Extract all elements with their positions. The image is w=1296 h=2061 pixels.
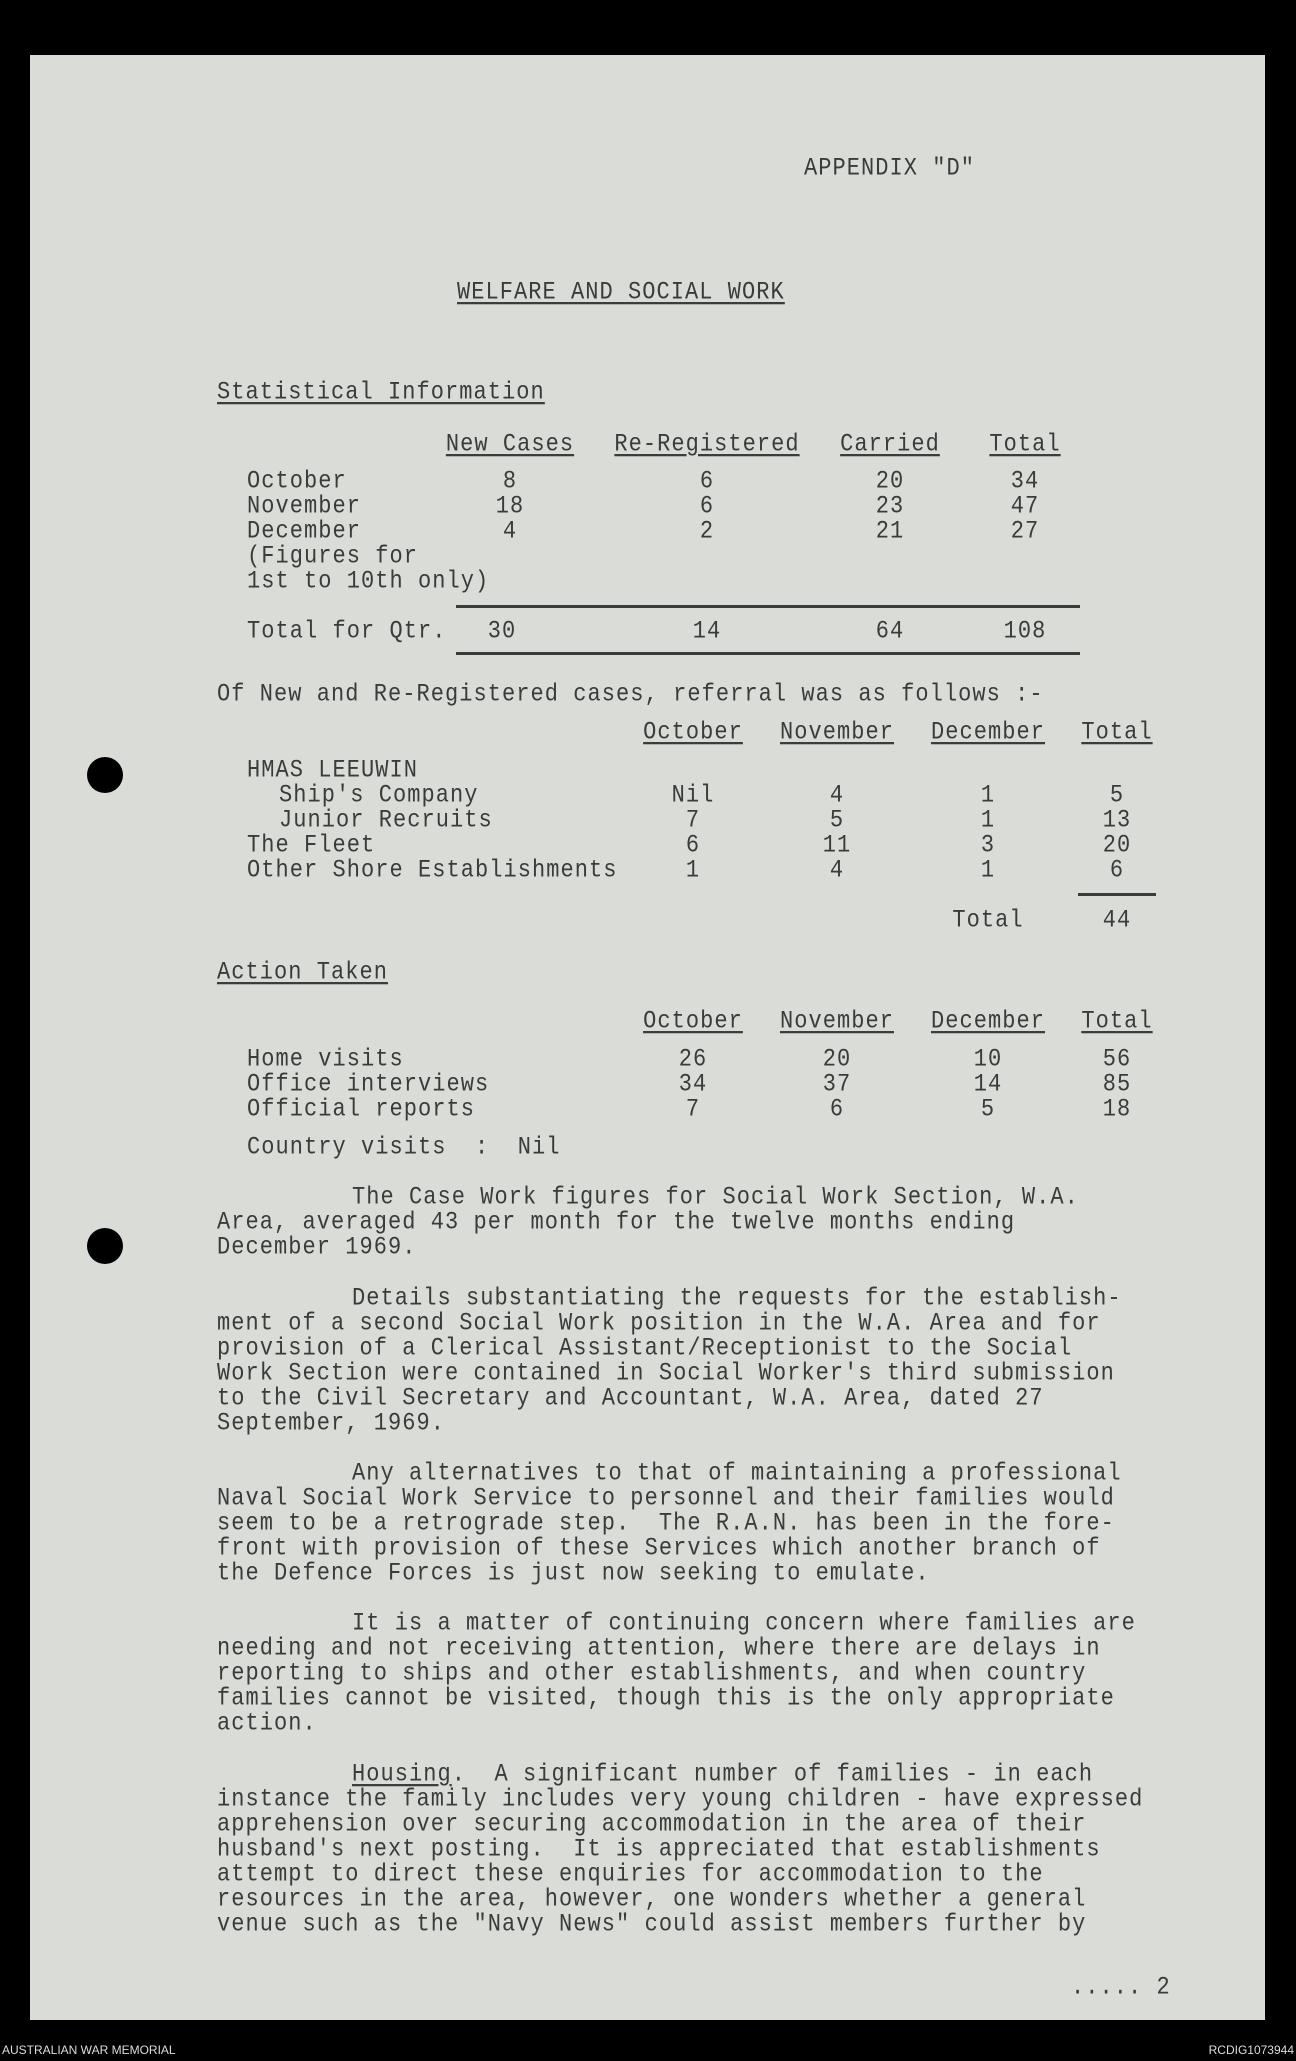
total-value: 44 [1102, 906, 1132, 935]
paragraph-line: Any alternatives to that of maintaining a professional [352, 1459, 1122, 1488]
table-cell: 20 [822, 1045, 852, 1074]
total-cell: 30 [487, 617, 517, 646]
paragraph-line: Details substantiating the requests for the establish- [352, 1284, 1122, 1313]
table-cell: 7 [685, 806, 701, 835]
table-cell: 6 [1109, 856, 1125, 885]
row-label: Office interviews [247, 1070, 490, 1099]
table-cell: 4 [829, 856, 845, 885]
table-cell: 7 [685, 1095, 701, 1124]
table-cell: 10 [973, 1045, 1003, 1074]
paragraph-line: attempt to direct these enquiries for accommodation to the [217, 1860, 1044, 1889]
footer-left: AUSTRALIAN WAR MEMORIAL [2, 2043, 176, 2057]
row-label: Other Shore Establishments [247, 856, 618, 885]
paragraph-line: December 1969. [217, 1233, 417, 1262]
punch-hole [87, 1228, 123, 1264]
table-cell: 14 [973, 1070, 1003, 1099]
column-header: Total [1081, 718, 1153, 747]
table-cell: 85 [1102, 1070, 1132, 1099]
table-cell: 20 [1102, 831, 1132, 860]
total-cell: 64 [875, 617, 905, 646]
table-cell: 4 [502, 517, 518, 546]
paragraph-line: ment of a second Social Work position in the W.A. Area and for [217, 1309, 1101, 1338]
housing-first-line [352, 1761, 1093, 1789]
paragraph-line: husband's next posting. It is appreciated that establishments [217, 1835, 1101, 1864]
table-cell: 8 [502, 467, 518, 496]
column-header: October [643, 1007, 743, 1036]
paragraph-line: September, 1969. [217, 1409, 446, 1438]
punch-hole [87, 757, 123, 793]
table-cell: 1 [685, 856, 701, 885]
column-header: Total [989, 430, 1061, 459]
table-cell: 13 [1102, 806, 1132, 835]
referral-intro: Of New and Re-Registered cases, referral was as follows :- [217, 680, 1044, 709]
paragraph-line: families cannot be visited, though this is the only appropriate [217, 1684, 1115, 1713]
row-label: Home visits [247, 1045, 404, 1074]
paragraph-line: venue such as the "Navy News" could assist members further by [217, 1910, 1087, 1939]
note-line: (Figures for [247, 542, 419, 571]
table-cell: 18 [495, 492, 525, 521]
column-header: December [930, 1007, 1046, 1036]
row-label: Junior Recruits [279, 806, 493, 835]
paragraph-line: needing and not receiving attention, where there are delays in [217, 1634, 1101, 1663]
table-cell: 1 [980, 806, 996, 835]
paragraph-line: to the Civil Secretary and Accountant, W.A. Area, dated 27 [217, 1384, 1044, 1413]
table-cell: 1 [980, 781, 996, 810]
column-header: Carried [840, 430, 940, 459]
divider [456, 605, 1080, 608]
table-cell: 27 [1010, 517, 1040, 546]
paragraph-line: provision of a Clerical Assistant/Receptionist to the Social [217, 1334, 1073, 1363]
country-visits: Country visits : Nil [247, 1133, 561, 1162]
column-header: October [643, 718, 743, 747]
table-cell: 26 [678, 1045, 708, 1074]
paragraph-line: reporting to ships and other establishments, and when country [217, 1659, 1087, 1688]
row-label: November [247, 492, 362, 521]
paragraph-line: It is a matter of continuing concern where families are [352, 1609, 1136, 1638]
divider [1078, 893, 1156, 896]
divider [456, 652, 1080, 655]
table-cell: 3 [980, 831, 996, 860]
row-label: The Fleet [247, 831, 376, 860]
footer-right: RCDIG1073944 [1208, 2043, 1294, 2057]
note-line: 1st to 10th only) [247, 567, 490, 596]
table-cell: 6 [699, 492, 715, 521]
housing-heading: Housing [352, 1760, 452, 1789]
paragraph-line: The Case Work figures for Social Work Section, W.A. [352, 1183, 1079, 1212]
row-label: October [247, 467, 347, 496]
paragraph-line: front with provision of these Services which another branch of [217, 1534, 1101, 1563]
table-cell: 2 [699, 517, 715, 546]
table-cell: 6 [699, 467, 715, 496]
table-cell: 6 [829, 1095, 845, 1124]
column-header: December [930, 718, 1046, 747]
table-cell: 20 [875, 467, 905, 496]
total-label: Total [952, 906, 1024, 935]
group-label: HMAS LEEUWIN [247, 756, 419, 785]
table-cell: 6 [685, 831, 701, 860]
paragraph-line: apprehension over securing accommodation in the area of their [217, 1810, 1087, 1839]
table-cell: 5 [1109, 781, 1125, 810]
table-cell: 47 [1010, 492, 1040, 521]
paragraph-line: action. [217, 1709, 317, 1738]
table-cell: 18 [1102, 1095, 1132, 1124]
paragraph-line: Area, averaged 43 per month for the twelve months ending [217, 1208, 1016, 1237]
row-label: December [247, 517, 362, 546]
table-cell: 34 [1010, 467, 1040, 496]
paragraph-line: Work Section were contained in Social Worker's third submission [217, 1359, 1115, 1388]
table-cell: 23 [875, 492, 905, 521]
paragraph-line: Naval Social Work Service to personnel and their families would [217, 1484, 1115, 1513]
table-cell: 1 [980, 856, 996, 885]
table-cell: 5 [980, 1095, 996, 1124]
table-cell: Nil [671, 781, 715, 810]
document-page [30, 55, 1265, 2020]
row-label: Official reports [247, 1095, 476, 1124]
column-header: November [779, 718, 895, 747]
table-cell: 34 [678, 1070, 708, 1099]
table-cell: 5 [829, 806, 845, 835]
row-label: Ship's Company [279, 781, 479, 810]
stats-heading: Statistical Information [217, 378, 545, 407]
table-cell: 11 [822, 831, 852, 860]
column-header: November [779, 1007, 895, 1036]
table-cell: 37 [822, 1070, 852, 1099]
table-cell: 21 [875, 517, 905, 546]
total-label: Total for Qtr. [247, 617, 447, 646]
appendix-label: APPENDIX "D" [804, 154, 976, 183]
page-title: WELFARE AND SOCIAL WORK [457, 278, 785, 307]
column-header: Re-Registered [614, 430, 800, 459]
paragraph-line: the Defence Forces is just now seeking to emulate. [217, 1559, 930, 1588]
continuation-marker: ..... 2 [1071, 1973, 1171, 2002]
paragraph-line: resources in the area, however, one wonders whether a general [217, 1885, 1087, 1914]
action-heading: Action Taken [217, 958, 389, 987]
column-header: New Cases [445, 430, 575, 459]
paragraph-line: instance the family includes very young children - have expressed [217, 1785, 1144, 1814]
total-cell: 14 [692, 617, 722, 646]
total-cell: 108 [1003, 617, 1047, 646]
table-cell: 56 [1102, 1045, 1132, 1074]
paragraph-line: seem to be a retrograde step. The R.A.N. has been in the fore- [217, 1509, 1115, 1538]
housing-first-line-text: . A significant number of families - in each [451, 1760, 1094, 1789]
column-header: Total [1081, 1007, 1153, 1036]
table-cell: 4 [829, 781, 845, 810]
